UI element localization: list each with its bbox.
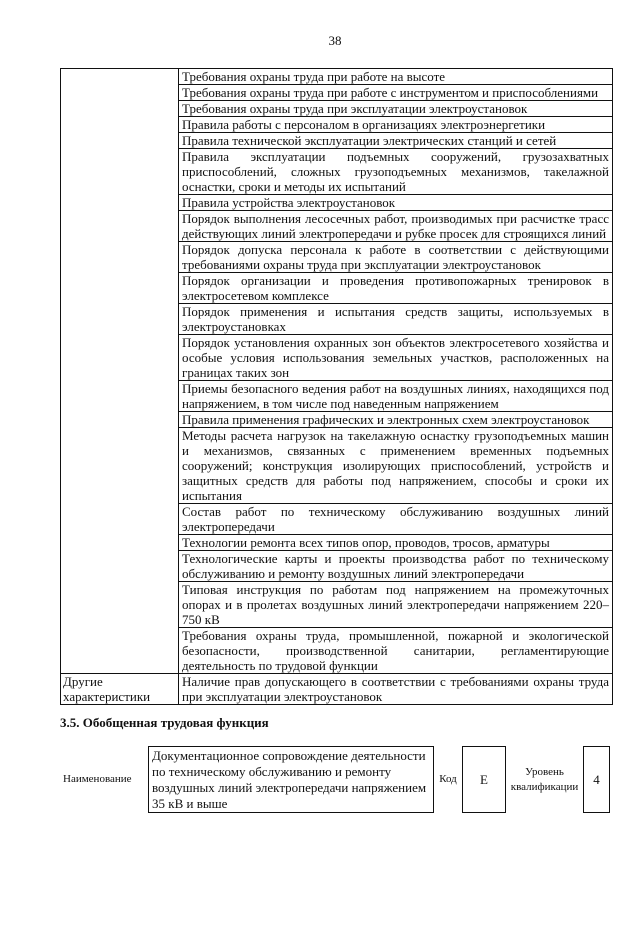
qualification-level-label-cell: [506, 746, 583, 813]
code-label: Код: [439, 773, 457, 785]
requirement-cell: Технологические карты и проекты производства работ по техническому обслуживанию и ремонту воздушных линий электропередачи: [179, 551, 613, 582]
qualification-level-box: [583, 746, 610, 813]
requirement-cell: Требования охраны труда при эксплуатации электроустановок: [179, 101, 613, 117]
requirement-cell: Требования охраны труда при работе с инструментом и приспособлениями: [179, 85, 613, 101]
requirement-cell: Правила технической эксплуатации электрических станций и сетей: [179, 133, 613, 149]
name-label: Наименование: [63, 773, 132, 785]
requirement-cell: Порядок применения и испытания средств защиты, используемых в электроустановках: [179, 304, 613, 335]
requirement-cell: Состав работ по техническому обслуживанию воздушных линий электропередачи: [179, 504, 613, 535]
requirement-cell: Технологии ремонта всех типов опор, проводов, тросов, арматуры: [179, 535, 613, 551]
requirement-cell: Порядок выполнения лесосечных работ, производимых при расчистке трасс действующих линий электропередачи и рубке просек для строящихся линий: [179, 211, 613, 242]
requirement-cell: Требования охраны труда при работе на высоте: [179, 69, 613, 85]
code-label-cell: [434, 746, 462, 813]
requirement-cell: Методы расчета нагрузок на такелажную оснастку грузоподъемных машин и механизмов, связанных с применением временных подъемных сооружений; конструкция изолирующих приспособлений, устройств и защитных средств для работы под напряжением, способы и сроки их испытания: [179, 428, 613, 504]
requirement-cell: Порядок организации и проведения противопожарных тренировок в электросетевом комплексе: [179, 273, 613, 304]
requirement-cell: Приемы безопасного ведения работ на воздушных линиях, находящихся под напряжением, в том числе под наведенным напряжением: [179, 381, 613, 412]
requirements-table: [60, 68, 613, 705]
qualification-level-label: Уровень квалификации: [510, 765, 579, 793]
requirement-cell: Правила эксплуатации подъемных сооружений, грузозахватных приспособлений, сложных грузоподъемных механизмов, такелажной оснастки, сроки и методы их испытаний: [179, 149, 613, 195]
other-characteristics-label: Другие характеристики: [61, 674, 179, 705]
requirement-cell: Правила работы с персоналом в организациях электроэнергетики: [179, 117, 613, 133]
name-label-cell: [60, 746, 148, 813]
section-heading: 3.5. Обобщенная трудовая функция: [60, 715, 269, 730]
requirement-cell: Требования охраны труда, промышленной, пожарной и экологической безопасности, производственной санитарии, регламентирующие деятельность по трудовой функции: [179, 628, 613, 674]
requirement-cell: Порядок допуска персонала к работе в соответствии с действующими требованиями охраны труда при эксплуатации электроустановок: [179, 242, 613, 273]
requirement-cell: Правила применения графических и электронных схем электроустановок: [179, 412, 613, 428]
page-number: 38: [328, 33, 342, 48]
qualification-level-value: 4: [593, 771, 600, 787]
page-content: [60, 68, 613, 813]
function-name-box: Документационное сопровождение деятельности по техническому обслуживанию и ремонту воздушных линий электропередачи напряжением 35 кВ и выше: [148, 746, 434, 813]
generalized-function-row: [60, 746, 610, 813]
empty-label-cell: [61, 69, 179, 674]
requirement-cell: Типовая инструкция по работам под напряжением на промежуточных опорах и в пролетах воздушных линий электропередачи напряжением 220–750 кВ: [179, 582, 613, 628]
requirement-cell: Порядок установления охранных зон объектов электросетевого хозяйства и особые условия использования земельных участков, расположенных на границах таких зон: [179, 335, 613, 381]
code-value: E: [480, 771, 488, 787]
code-value-box: [462, 746, 506, 813]
requirement-cell: Правила устройства электроустановок: [179, 195, 613, 211]
other-characteristics-value: Наличие прав допускающего в соответствии с требованиями охраны труда при эксплуатации электроустановок: [179, 674, 613, 705]
